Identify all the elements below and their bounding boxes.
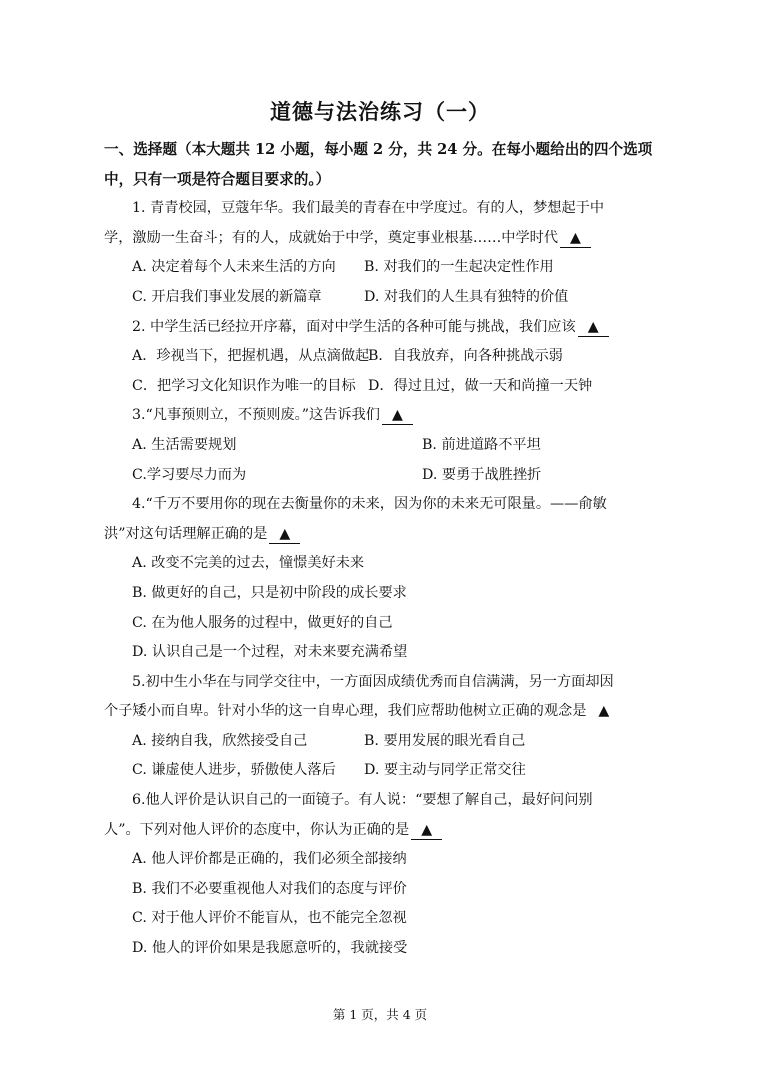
q1-options-ab	[104, 253, 664, 283]
q5-option-a: A. 接纳自我，欣然接受自己	[132, 732, 308, 749]
q4-option-d: D. 认识自己是一个过程，对未来要充满希望	[132, 644, 408, 661]
q2-option-c: C．把学习文化知识作为唯一的目标	[132, 377, 356, 394]
q1-stem-text: 学，激励一生奋斗；有的人，成就始于中学，奠定事业根基……中学时代	[104, 229, 559, 246]
q5-option-b: B. 要用发展的眼光看自己	[364, 732, 526, 749]
q2-stem-line1	[104, 313, 664, 343]
q6-option-c: C. 对于他人评价不能盲从，也不能完全忽视	[132, 910, 407, 927]
q5-stem-text: 个子矮小而自卑。针对小华的这一自卑心理，我们应帮助他树立正确的观念是	[104, 703, 587, 720]
section-heading-line1: 一、选择题（本大题共 12 小题，每小题 2 分，共 24 分。在每小题给出的四个选项	[104, 141, 653, 158]
q6-option-a: A. 他人评价都是正确的，我们必须全部接纳	[132, 851, 407, 868]
q5-option-d: D. 要主动与同学正常交往	[364, 762, 526, 779]
q3-options-cd	[104, 461, 664, 491]
q5-option-c: C. 谦虚使人进步，骄傲使人落后	[132, 762, 336, 779]
q3-option-d: D. 要勇于战胜挫折	[422, 466, 542, 483]
question-content	[104, 135, 664, 964]
q1-option-b: B. 对我们的一生起决定性作用	[364, 259, 554, 276]
q1-option-c: C. 开启我们事业发展的新篇章	[132, 288, 322, 305]
q5-options-ab	[104, 727, 664, 757]
q1-option-a: A. 决定着每个人未来生活的方向	[132, 259, 336, 276]
q6-option-b: B. 我们不必要重视他人对我们的态度与评价	[132, 880, 407, 897]
q4-stem-text: 洪”对这句话理解正确的是	[104, 525, 268, 542]
section-heading-line2: 中，只有一项是符合题目要求的。）	[104, 170, 331, 188]
q2-options-ab	[104, 342, 664, 372]
q6-stem-line1: 6.他人评价是认识自己的一面镜子。有人说：“要想了解自己，最好问问别	[132, 792, 593, 809]
q6-option-d: D. 他人的评价如果是我愿意听的，我就接受	[132, 940, 408, 957]
q1-option-d: D. 对我们的人生具有独特的价值	[364, 288, 569, 305]
q4-option-b: B. 做更好的自己，只是初中阶段的成长要求	[132, 584, 407, 601]
answer-blank: ▲	[382, 407, 413, 425]
q4-stem-line2	[104, 520, 664, 550]
answer-blank: ▲	[269, 526, 300, 544]
answer-blank: ▲	[578, 319, 609, 337]
q3-option-a: A. 生活需要规划	[132, 436, 237, 453]
answer-blank: ▲	[411, 822, 442, 840]
q2-options-cd	[104, 372, 664, 402]
q3-option-b: B. 前进道路不平坦	[422, 436, 541, 453]
q4-option-c: C. 在为他人服务的过程中，做更好的自己	[132, 614, 393, 631]
page-footer: 第 1 页，共 4 页	[332, 1007, 428, 1022]
answer-blank: ▲	[598, 703, 610, 720]
page-title: 道德与法治练习（一）	[270, 99, 490, 124]
answer-blank: ▲	[560, 230, 591, 248]
q4-stem-line1: 4.“千万不要用你的现在去衡量你的未来，因为你的未来无可限量。——俞敏	[132, 496, 607, 513]
q1-stem-line2	[104, 224, 664, 254]
q2-option-b: B．自我放弃，向各种挑战示弱	[368, 348, 563, 365]
q2-option-a: A．珍视当下，把握机遇，从点滴做起	[132, 348, 370, 365]
q6-stem-line2	[104, 816, 664, 846]
q3-stem-text: 3.“凡事预则立，不预则废。”这告诉我们	[132, 407, 380, 424]
q6-stem-text: 人”。下列对他人评价的态度中，你认为正确的是	[104, 821, 410, 838]
q1-options-cd	[104, 283, 664, 313]
q4-option-a: A. 改变不完美的过去，憧憬美好未来	[132, 555, 365, 572]
q3-stem-line1	[104, 401, 664, 431]
q1-stem-line1: 1. 青青校园，豆蔻年华。我们最美的青春在中学度过。有的人，梦想起于中	[132, 200, 605, 217]
q2-option-d: D．得过且过，做一天和尚撞一天钟	[368, 377, 593, 394]
q5-stem-line1: 5.初中生小华在与同学交往中，一方面因成绩优秀而自信满满，另一方面却因	[132, 673, 614, 690]
q5-stem-line2	[104, 697, 664, 727]
q2-stem-text: 2. 中学生活已经拉开序幕，面对中学生活的各种可能与挑战，我们应该	[132, 318, 576, 335]
q3-options-ab	[104, 431, 664, 461]
q3-option-c: C.学习要尽力而为	[132, 466, 247, 483]
q5-options-cd	[104, 756, 664, 786]
